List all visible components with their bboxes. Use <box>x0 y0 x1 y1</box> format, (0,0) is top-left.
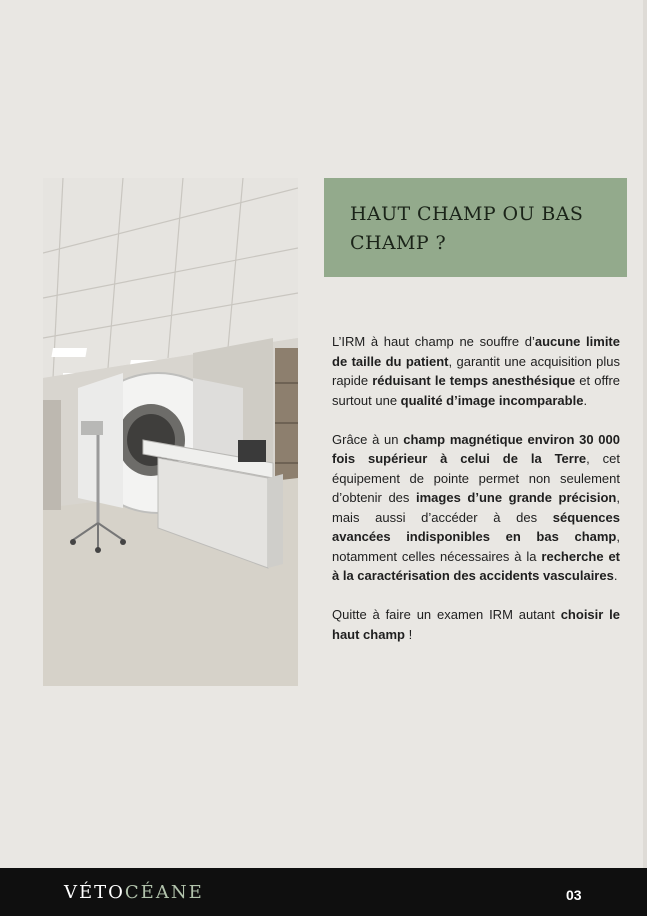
text-run: L’IRM à haut champ ne souffre d’ <box>332 334 535 349</box>
text-run: , garantit une acquisition plus rapide <box>332 353 621 388</box>
text-run: . <box>613 568 618 583</box>
brand-logo <box>64 882 204 903</box>
section-heading-box <box>324 178 627 277</box>
bold-run: champ magnétique environ 30 000 fois supérieur à celui de la Terre <box>332 431 620 466</box>
body-text <box>332 332 620 664</box>
text-run: . <box>583 392 588 408</box>
text-run: Quitte à faire un examen IRM autant <box>332 607 561 622</box>
paragraph-2 <box>332 430 620 586</box>
bold-run: images d’une grande précision <box>416 490 617 505</box>
section-heading: HAUT CHAMP OU BAS CHAMP ? <box>350 203 584 254</box>
mri-illustration <box>43 178 298 686</box>
bold-run: aucune limite de taille du patient <box>332 334 620 369</box>
paragraph-3 <box>332 605 620 644</box>
mri-scanner-photo <box>43 178 298 686</box>
text-run: , cet équipement de pointe permet non seulement d’obtenir des <box>332 451 620 505</box>
bold-run: séquences avancées indisponibles en bas champ <box>332 509 620 544</box>
text-run: ! <box>404 626 413 642</box>
bold-run: qualité d’image incomparable <box>400 392 584 408</box>
bold-run: réduisant le temps anesthésique <box>372 373 576 388</box>
brand-part2: CÉANE <box>124 882 204 903</box>
text-run: et offre surtout une <box>332 373 621 408</box>
text-run: Grâce à un <box>332 431 404 447</box>
page-edge <box>643 0 647 916</box>
footer-bar <box>0 868 647 916</box>
paragraph-1 <box>332 332 620 410</box>
text-run: , mais aussi d’accéder à des <box>332 490 620 525</box>
bold-run: choisir le haut champ <box>332 607 620 642</box>
bold-run: recherche et à la caractérisation des accidents vasculaires <box>332 548 620 583</box>
text-run: , notamment celles nécessaires à la <box>332 529 620 564</box>
page-number: 03 <box>566 887 582 903</box>
brand-part1: VÉTO <box>64 882 125 903</box>
